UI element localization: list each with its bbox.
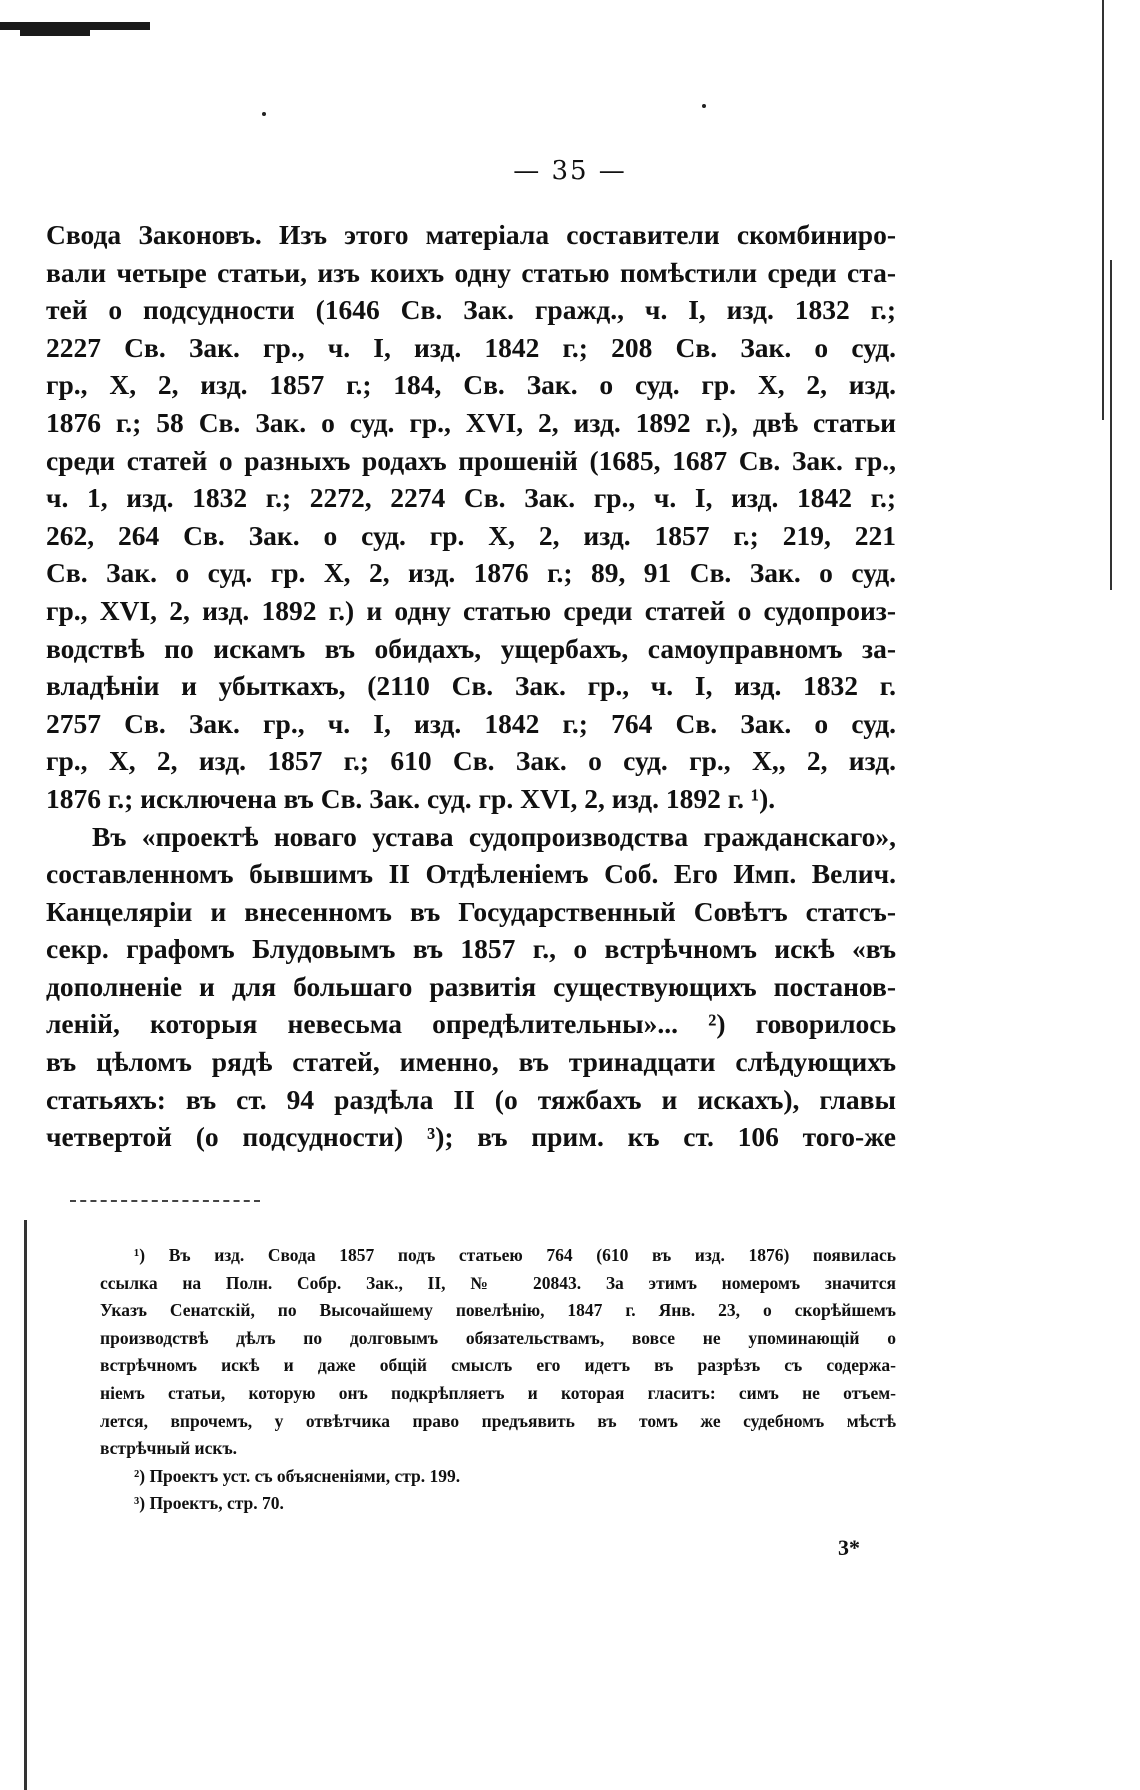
margin-edge-line (1110, 260, 1112, 590)
footnote-line: ссылка на Полн. Собр. Зак., II, № 20843. За этимъ номеромъ значится (100, 1272, 896, 1293)
text-line: 262, 264 Св. Зак. о суд. гр. X, 2, изд. 1857 г.; 219, 221 (46, 519, 896, 551)
text-line: тей о подсудности (1646 Св. Зак. гражд., ч. I, изд. 1832 г.; (46, 294, 896, 326)
text-line: 2757 Св. Зак. гр., ч. I, изд. 1842 г.; 764 Св. Зак. о суд. (46, 707, 896, 739)
text-line: четвертой (о подсудности) ³); въ прим. къ ст. 106 того-же (46, 1121, 896, 1153)
text-line: вали четыре статьи, изъ коихъ одну статью помѣстили среди ста- (46, 256, 896, 288)
scan-artifact-top-left-bar (20, 30, 90, 36)
text-line: Канцеляріи и внесенномъ въ Государственный Совѣтъ статсъ- (46, 895, 896, 927)
text-line: леній, которыя невесьма опредѣлительны»... ²) говорилось (46, 1008, 896, 1040)
footnote-line: ³) Проектъ, стр. 70. (134, 1493, 284, 1514)
text-line: владѣніи и убыткахъ, (2110 Св. Зак. гр., ч. I, изд. 1832 г. (46, 670, 896, 702)
margin-edge-line (1102, 0, 1104, 420)
footnotes-block (100, 1242, 896, 1518)
text-line: Въ «проектѣ новаго устава судопроизводства гражданскаго», (92, 820, 896, 852)
scan-artifact-top-left (0, 22, 150, 30)
text-line: 1876 г.; 58 Св. Зак. о суд. гр., XVI, 2, изд. 1892 г.), двѣ статьи (46, 406, 896, 438)
footnote-line: ніемъ статьи, которую онъ подкрѣпляетъ и которая гласитъ: симъ не отъем- (100, 1382, 896, 1403)
text-line: Св. Зак. о суд. гр. X, 2, изд. 1876 г.; 89, 91 Св. Зак. о суд. (46, 557, 896, 589)
margin-edge-line (24, 1220, 27, 1790)
text-line: гр., XVI, 2, изд. 1892 г.) и одну статью среди статей о судопроиз- (46, 594, 896, 626)
text-line: Свода Законовъ. Изъ этого матеріала составители скомбиниро- (46, 219, 896, 250)
footnote-line: ¹) Въ изд. Свода 1857 подъ статьею 764 (610 въ изд. 1876) появилась (134, 1245, 896, 1265)
scan-speck (702, 104, 706, 108)
text-line: гр., X, 2, изд. 1857 г.; 610 Св. Зак. о суд. гр., X,, 2, изд. (46, 745, 896, 777)
footnote-separator (70, 1200, 260, 1202)
scan-speck (262, 112, 266, 116)
footnote-line: ²) Проектъ уст. съ объясненіями, стр. 199. (134, 1465, 461, 1486)
page-number: — 35 — (513, 156, 627, 186)
footnote-line: лется, впрочемъ, у отвѣтчика право предъявить въ томъ же судебномъ мѣстѣ (100, 1410, 896, 1431)
text-line: секр. графомъ Блудовымъ въ 1857 г., о встрѣчномъ искѣ «въ (46, 933, 896, 965)
text-line: гр., X, 2, изд. 1857 г.; 184, Св. Зак. о суд. гр. X, 2, изд. (46, 369, 896, 401)
text-line: 1876 г.; исключена въ Св. Зак. суд. гр. XVI, 2, изд. 1892 г. ¹). (46, 782, 776, 814)
printer-signature-mark: 3* (838, 1535, 860, 1560)
text-line: среди статей о разныхъ родахъ прошеній (1685, 1687 Св. Зак. гр., (46, 444, 896, 476)
text-line: ч. 1, изд. 1832 г.; 2272, 2274 Св. Зак. гр., ч. I, изд. 1842 г.; (46, 482, 896, 514)
text-line: дополненіе и для большаго развитія существующихъ постанов- (46, 970, 896, 1002)
footnote-line: Указъ Сенатскій, по Высочайшему повелѣнію, 1847 г. Янв. 23, о скорѣйшемъ (100, 1300, 896, 1321)
text-line: статьяхъ: въ ст. 94 раздѣла II (о тяжбахъ и искахъ), главы (46, 1083, 896, 1115)
footnote-line: встрѣчномъ искѣ и даже общій смыслъ его идетъ въ разрѣзъ съ содержа- (100, 1355, 896, 1376)
text-line: водствѣ по искамъ въ обидахъ, ущербахъ, самоуправномъ за- (46, 632, 896, 664)
text-line: 2227 Св. Зак. гр., ч. I, изд. 1842 г.; 208 Св. Зак. о суд. (46, 331, 896, 363)
text-line: составленномъ бывшимъ II Отдѣленіемъ Соб. Его Имп. Велич. (46, 858, 896, 890)
footnote-line: встрѣчный искъ. (100, 1438, 238, 1459)
text-line: въ цѣломъ рядѣ статей, именно, въ тринадцати слѣдующихъ (46, 1046, 896, 1078)
footnote-line: производствѣ дѣлъ по долговымъ обязательствамъ, вовсе не упоминающій о (100, 1327, 896, 1348)
main-text-block (46, 216, 896, 1156)
